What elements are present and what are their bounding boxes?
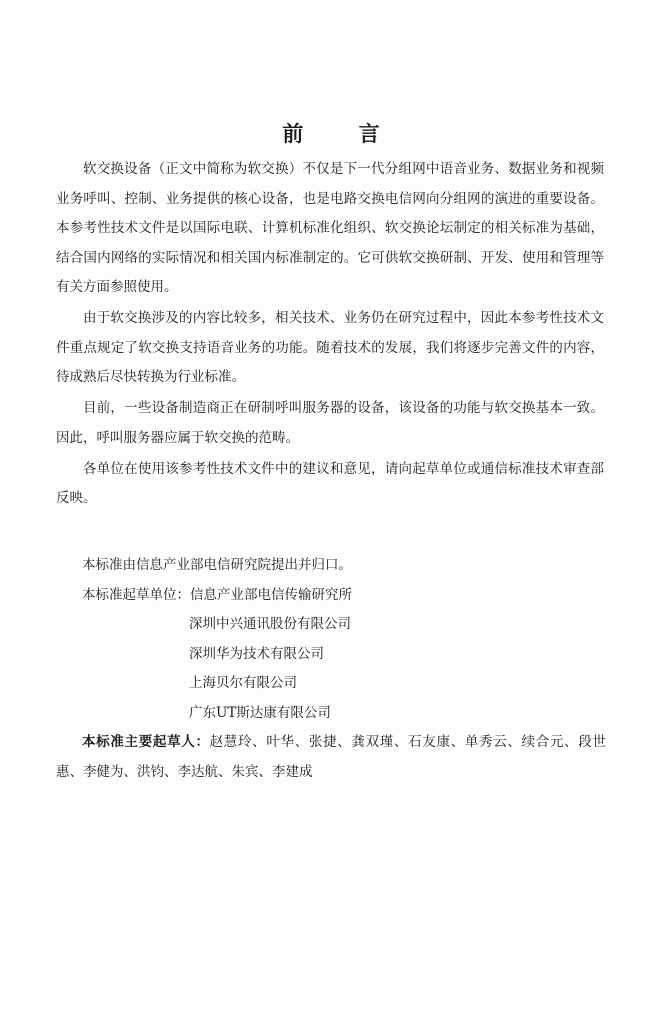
drafting-unit-5: 广东UT斯达康有限公司 — [189, 704, 331, 721]
proposer-line: 本标准由信息产业部电信研究院提出并归口。 — [82, 557, 352, 573]
authors-label: 本标准主要起草人： — [82, 734, 210, 750]
authors-paragraph — [56, 728, 606, 787]
paragraph-4: 各单位在使用该参考性技术文件中的建议和意见，请向起草单位或通信标准技术审查部反映。 — [56, 460, 604, 506]
drafting-units-first-line — [56, 581, 606, 611]
drafting-unit-2: 深圳中兴通讯股份有限公司 — [189, 616, 351, 632]
drafting-unit-3: 深圳华为技术有限公司 — [189, 645, 324, 662]
page-title: 前 言 — [282, 121, 404, 146]
paragraph-3: 目前，一些设备制造商正在研制呼叫服务器的设备，该设备的功能与软交换基本一致。因此，呼叫服务器应属于软交换的范畴。 — [56, 400, 604, 446]
drafting-units-label: 本标准起草单位： — [82, 586, 190, 603]
drafting-unit-4: 上海贝尔有限公司 — [189, 675, 297, 691]
paragraph-2: 由于软交换涉及的内容比较多，相关技术、业务仍在研究过程中，因此本参考性技术文件重点规定了软交换支持语音业务的功能。随着技术的发展，我们将逐步完善文件的内容，待成熟后尽快转换为行业标准。 — [56, 310, 604, 385]
authors-list: 赵慧玲、叶华、张捷、龚双瑾、石友康、单秀云、续合元、段世惠、李健为、洪钧、李达航、朱宾、李建成 — [56, 734, 606, 780]
standard-info — [56, 551, 606, 787]
foreword-body — [56, 155, 604, 515]
drafting-unit-1: 信息产业部电信传输研究所 — [190, 586, 352, 603]
paragraph-1: 软交换设备（正文中简称为软交换）不仅是下一代分组网中语音业务、数据业务和视频业务呼叫、控制、业务提供的核心设备，也是电路交换电信网向分组网的演进的重要设备。本参考性技术文件是以国际电联、计算机标准化组织、软交换论坛制定的相关标准为基础，结合国内网络的实际情况和相关国内标准制定的。它可供软交换研制、开发、使用和管理等有关方面参照使用。 — [56, 161, 604, 295]
